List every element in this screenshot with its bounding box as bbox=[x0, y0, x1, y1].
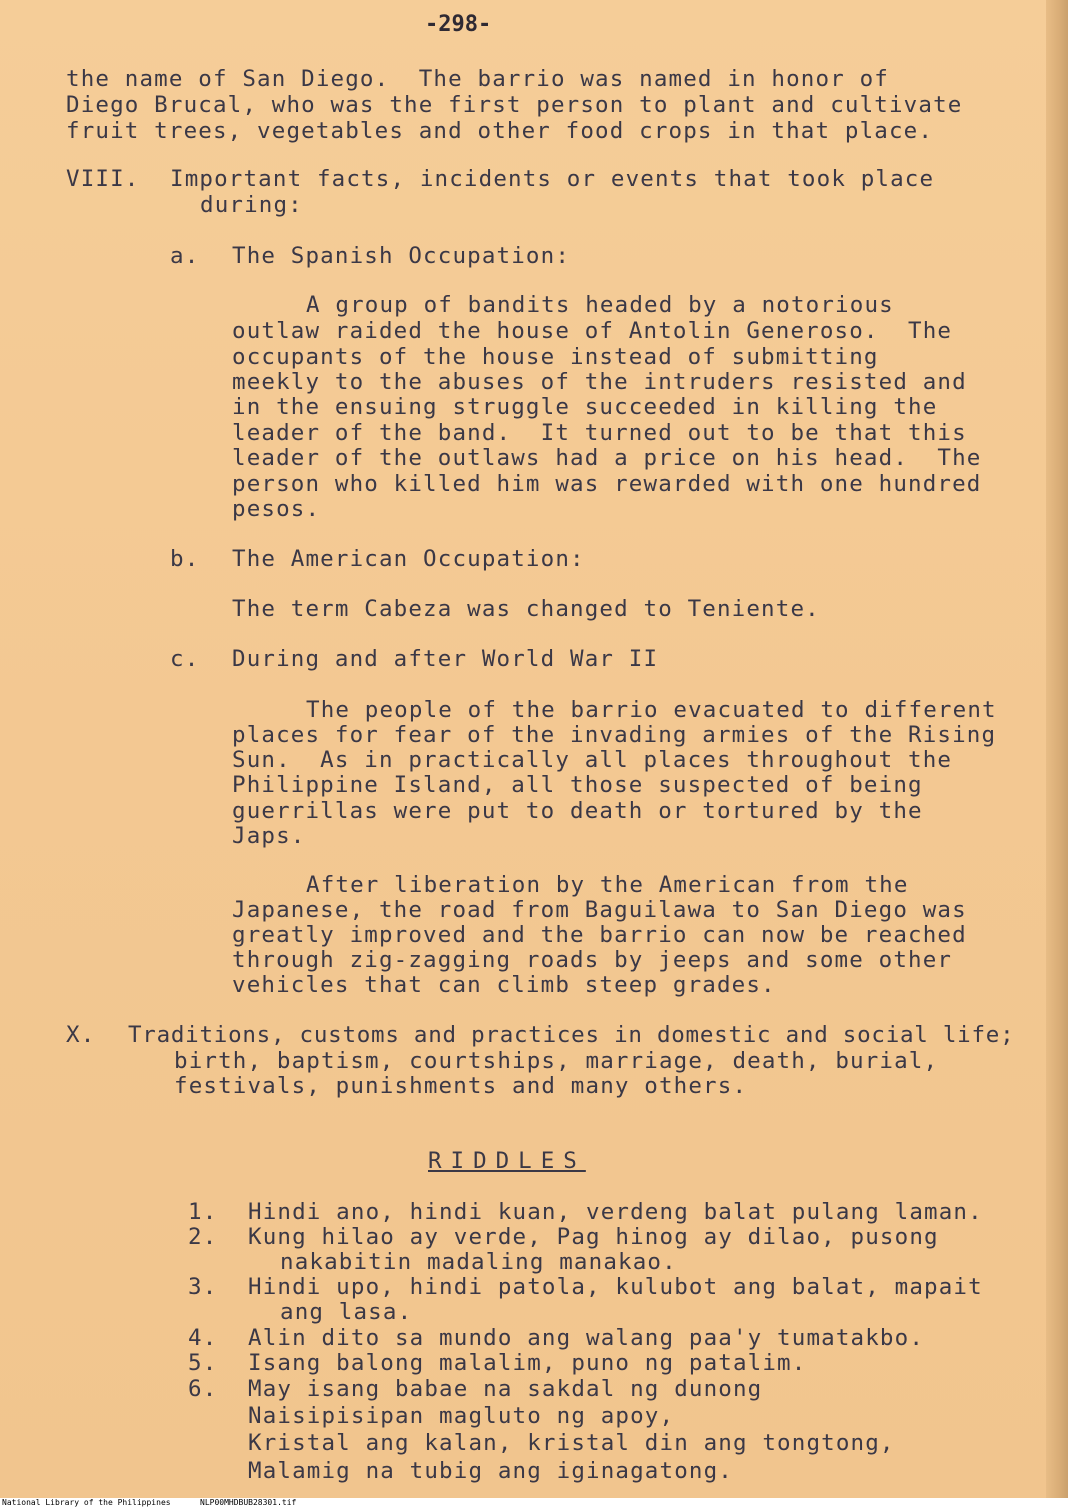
riddle-line: Naisipisipan magluto ng apoy, bbox=[248, 1403, 675, 1429]
subsection-label: a. bbox=[170, 243, 200, 269]
scan-footer bbox=[0, 1498, 1068, 1508]
riddle-number: 6. bbox=[188, 1376, 218, 1402]
paragraph-line: pesos. bbox=[232, 496, 321, 522]
paragraph-line: leader of the band. It turned out to be that this bbox=[232, 420, 967, 446]
paragraph-line: guerrillas were put to death or tortured by the bbox=[232, 798, 923, 824]
riddle-number: 5. bbox=[188, 1350, 218, 1376]
riddle-number: 2. bbox=[188, 1224, 218, 1250]
section-number: X. bbox=[66, 1022, 96, 1048]
paragraph-line: in the ensuing struggle succeeded in killing the bbox=[232, 394, 938, 420]
paragraph-line: through zig-zagging roads by jeeps and some other bbox=[232, 947, 953, 973]
riddle-line: nakabitin madaling manakao. bbox=[280, 1249, 677, 1275]
paragraph-line: meekly to the abuses of the intruders resisted and bbox=[232, 369, 967, 395]
page-edge bbox=[1046, 0, 1068, 1498]
subsection-title: During and after World War II bbox=[232, 646, 659, 672]
intro-line: fruit trees, vegetables and other food crops in that place. bbox=[66, 118, 934, 144]
paragraph-line: leader of the outlaws had a price on his head. The bbox=[232, 445, 982, 471]
subsection-title: The Spanish Occupation: bbox=[232, 243, 571, 269]
paragraph-line: A group of bandits headed by a notorious bbox=[306, 292, 894, 318]
riddle-number: 4. bbox=[188, 1325, 218, 1351]
section-title: birth, baptism, courtships, marriage, death, burial, bbox=[174, 1048, 939, 1074]
section-title: Important facts, incidents or events that took place bbox=[170, 166, 935, 192]
riddle-line: Alin dito sa mundo ang walang paa'y tumatakbo. bbox=[248, 1325, 925, 1351]
subsection-label: c. bbox=[170, 646, 200, 672]
riddle-line: Kristal ang kalan, kristal din ang tongtong, bbox=[248, 1430, 895, 1456]
paragraph-line: outlaw raided the house of Antolin Generoso. The bbox=[232, 318, 953, 344]
section-title: during: bbox=[200, 192, 303, 218]
riddles-heading: RIDDLES bbox=[428, 1148, 586, 1174]
paragraph-line: places for fear of the invading armies of the Rising bbox=[232, 722, 997, 748]
paragraph-line: greatly improved and the barrio can now be reached bbox=[232, 922, 967, 948]
riddle-line: May isang babae na sakdal ng dunong bbox=[248, 1376, 763, 1402]
riddle-line: Kung hilao ay verde, Pag hinog ay dilao, pusong bbox=[248, 1224, 939, 1250]
page-number: -298- bbox=[425, 12, 492, 37]
paragraph-line: person who killed him was rewarded with one hundred bbox=[232, 471, 982, 497]
riddle-line: Isang balong malalim, puno ng patalim. bbox=[248, 1350, 807, 1376]
paragraph-line: Japs. bbox=[232, 823, 306, 849]
paragraph-line: Philippine Island, all those suspected of being bbox=[232, 772, 923, 798]
riddle-number: 1. bbox=[188, 1199, 218, 1225]
paragraph-line: After liberation by the American from the bbox=[306, 872, 909, 898]
paragraph-line: The people of the barrio evacuated to different bbox=[306, 697, 997, 723]
riddle-line: ang lasa. bbox=[280, 1299, 413, 1325]
paragraph-line: occupants of the house instead of submitting bbox=[232, 344, 879, 370]
library-credit: National Library of the Philippines bbox=[2, 1498, 171, 1507]
subsection-label: b. bbox=[170, 546, 200, 572]
intro-line: the name of San Diego. The barrio was named in honor of bbox=[66, 66, 889, 92]
riddle-line: Hindi upo, hindi patola, kulubot ang balat, mapait bbox=[248, 1274, 983, 1300]
section-number: VIII. bbox=[66, 166, 140, 192]
section-title: Traditions, customs and practices in domestic and social life; bbox=[128, 1022, 1015, 1048]
paragraph-line: vehicles that can climb steep grades. bbox=[232, 972, 776, 998]
file-name: NLP00MHDBUB28301.tif bbox=[200, 1498, 297, 1507]
section-title: festivals, punishments and many others. bbox=[174, 1073, 748, 1099]
riddle-line: Malamig na tubig ang iginagatong. bbox=[248, 1458, 733, 1484]
paragraph-line: The term Cabeza was changed to Teniente. bbox=[232, 596, 820, 622]
paragraph-line: Japanese, the road from Baguilawa to San Diego was bbox=[232, 897, 967, 923]
subsection-title: The American Occupation: bbox=[232, 546, 585, 572]
riddle-number: 3. bbox=[188, 1274, 218, 1300]
intro-line: Diego Brucal, who was the first person to plant and cultivate bbox=[66, 92, 963, 118]
paragraph-line: Sun. As in practically all places throughout the bbox=[232, 747, 953, 773]
riddle-line: Hindi ano, hindi kuan, verdeng balat pulang laman. bbox=[248, 1199, 983, 1225]
